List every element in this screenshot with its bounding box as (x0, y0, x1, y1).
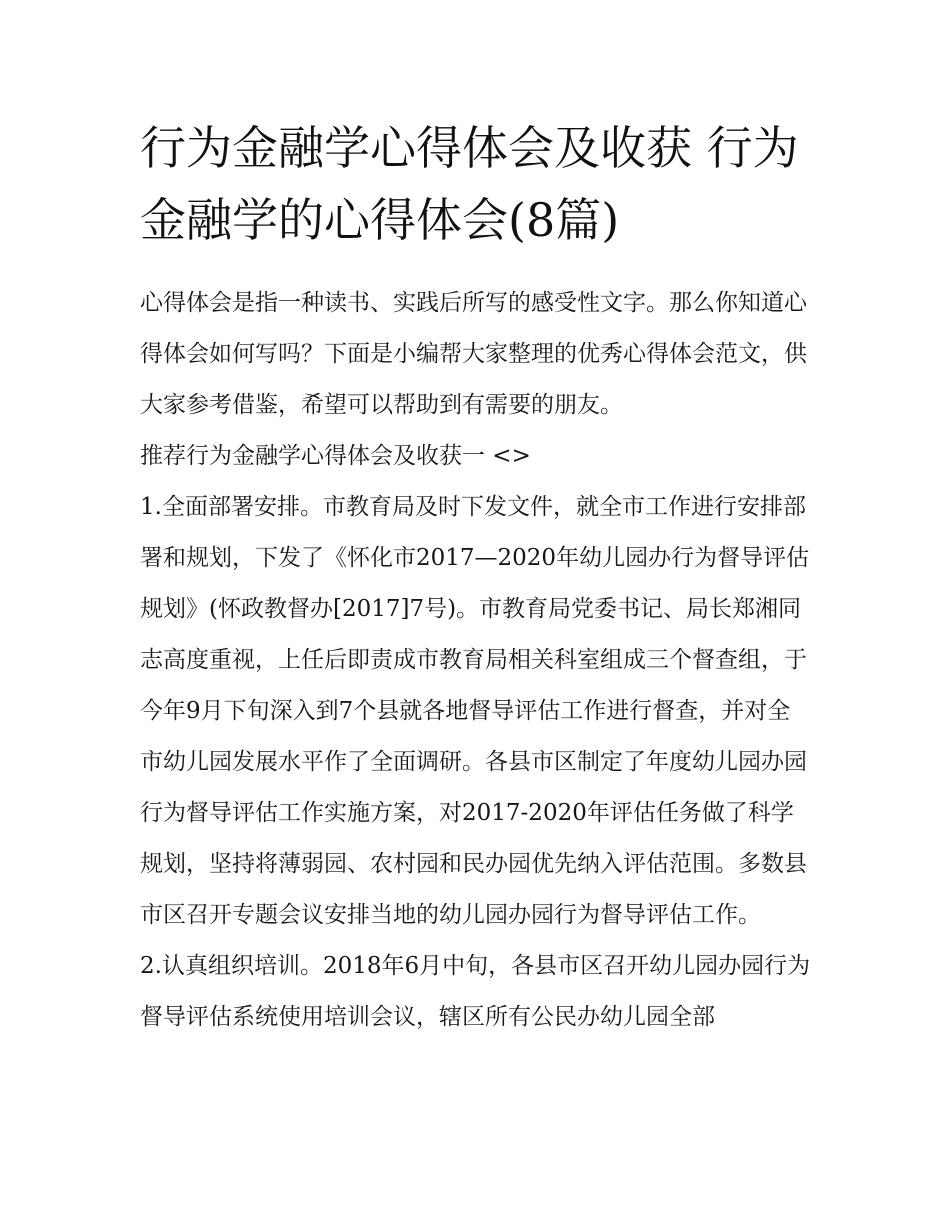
intro-paragraph: 心得体会是指一种读书、实践后所写的感受性文字。那么你知道心得体会如何写吗？下面是小编帮大家整理的优秀心得体会范文，供大家参考借鉴，希望可以帮助到有需要的朋友。 (140, 290, 807, 418)
paragraph-1: 1.全面部署安排。市教育局及时下发文件，就全市工作进行安排部署和规划，下发了《怀化市2017—2020年幼儿园办行为督导评估规划》(怀政教督办[2017]7号)。市教育局党委书记、局长郑湘同志高度重视，上任后即责成市教育局相关科室组成三个督查组，于今年9月下旬深入到7个县就各地督导评估工作进行督查，并对全市幼儿园发展水平作了全面调研。各县市区制定了年度幼儿园办园行为督导评估工作实施方案，对2017-2020年评估任务做了科学规划，坚持将薄弱园、农村园和民办园优先纳入评估范围。多数县市区召开专题会议安排当地的幼儿园办园行为督导评估工作。 (140, 494, 810, 928)
paragraph-2: 2.认真组织培训。2018年6月中旬，各县市区召开幼儿园办园行为督导评估系统使用培训会议，辖区所有公民办幼儿园全部 (140, 953, 811, 1030)
section-heading: 推荐行为金融学心得体会及收获一 <> (140, 443, 531, 469)
document-body (140, 278, 812, 1043)
document-title: 行为金融学心得体会及收获 行为金融学的心得体会(8篇) (140, 121, 799, 247)
